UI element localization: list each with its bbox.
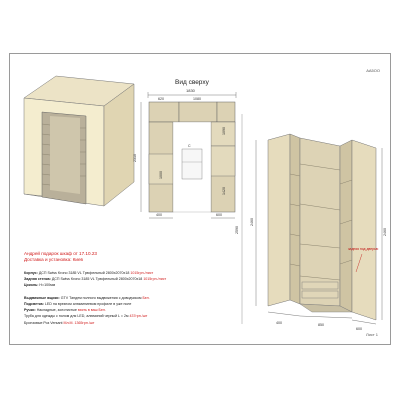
note-line: Цоколь: Н=100мм [24, 283, 56, 288]
note-line: Бронзовые Роз Versant Мл.М. 1365грн./шт [24, 320, 95, 325]
note-line: Выдвижные ящики: GTV Тандем полного выдвижения с доводчиком Бел. [24, 295, 150, 300]
dim-iso-bottom-left: 400 [276, 321, 282, 325]
note-line: Подсветка: LED на врезном алюминиевом профиле в уже поле [24, 302, 132, 307]
top-view-plan [141, 92, 236, 218]
dim-iso-height-left: 2460 [250, 218, 254, 226]
top-view-title: Вид сверху [175, 79, 209, 86]
dim-iso-bottom-mid: 850 [318, 323, 324, 327]
note-line: Ручки: Накладные, золотистые взять в ваш Бел. [24, 308, 106, 313]
dim-passage: C [188, 144, 191, 148]
order-title: Андрей подарок шкаф от 17.10.23 [24, 251, 97, 256]
dim-top-total: 1830 [186, 88, 195, 93]
dim-bottom-right: 600 [216, 213, 222, 217]
dim-top-left: 620 [158, 97, 164, 101]
isometric-model [24, 76, 134, 206]
note-line: Корпус: ДСП Swiss Krono 3185 VL Трюфельный 2800x2070x18 1015грн./лист [24, 271, 154, 275]
note-line: Труба для одежды с полом для LED, алюминий черный L = 2м 437грн./шт [24, 314, 148, 319]
dim-height-top-view: 2310 [133, 154, 137, 162]
dim-iso-bottom-right: 600 [356, 327, 362, 331]
dim-inner-left: 1000 [159, 171, 163, 179]
dim-top-right: 1080 [193, 97, 201, 101]
drawing-sheet [9, 53, 391, 345]
order-subtitle: Доставка и установка: Киев [24, 257, 83, 262]
dim-top-seg-bottom: 1420 [222, 187, 226, 195]
dim-iso-height: 2590 [235, 226, 239, 234]
dim-iso-height-right: 2460 [383, 228, 387, 236]
isometric-interior [242, 114, 382, 324]
callout-label: задняя под дверью [348, 247, 379, 251]
page-label: Лист 1 [365, 332, 378, 337]
sheet-number: АА5ОО [366, 68, 380, 73]
spec-notes [24, 270, 220, 326]
order-header [24, 251, 97, 263]
dim-bottom-left: 400 [156, 213, 162, 217]
note-line: Задняя стенка: ДСП Swiss Krono 3185 VL Трюфельный 2800x2070x18 1015грн./лист [24, 277, 167, 282]
dim-top-seg-right: 1090 [222, 127, 226, 135]
